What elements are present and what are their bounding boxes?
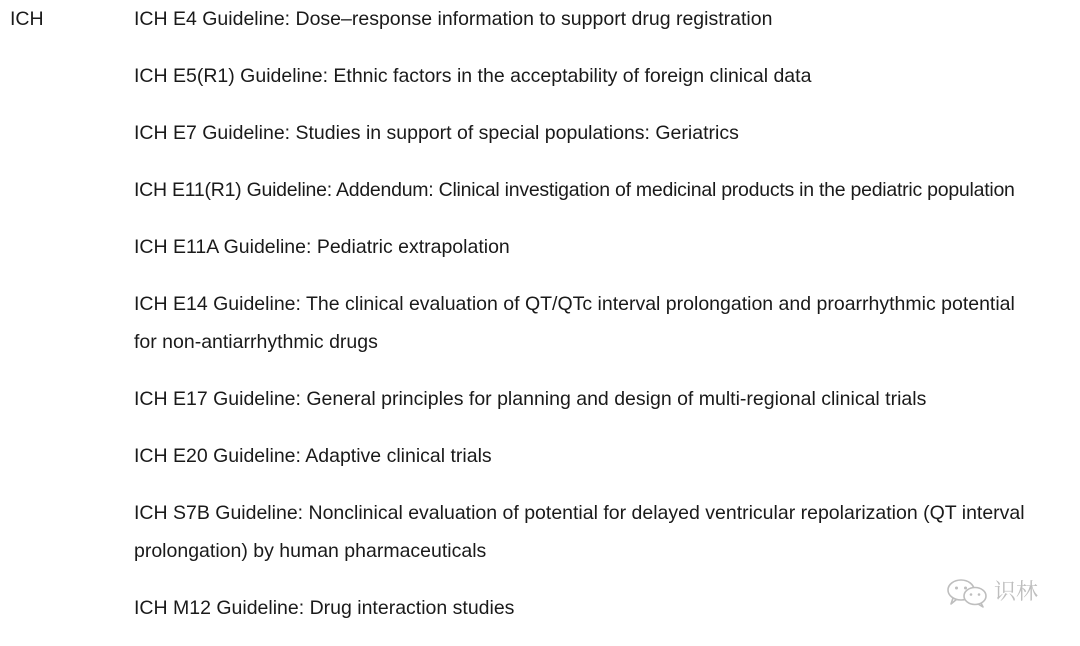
watermark-text: 识林 [994,580,1039,605]
watermark [946,575,1038,611]
guideline-item-e20 [134,437,1080,475]
guideline-text: ICH E4 Guideline: Dose–response information to support drug registration [134,8,773,30]
guideline-text: ICH E20 Guideline: Adaptive clinical trials [134,445,492,467]
guideline-text: ICH E7 Guideline: Studies in support of special populations: Geriatrics [134,122,739,144]
guideline-item-e14 [134,285,1080,361]
organization-label: ICH [10,8,44,30]
guideline-text: ICH E5(R1) Guideline: Ethnic factors in the acceptability of foreign clinical data [134,65,812,87]
guideline-text: ICH E11(R1) Guideline: Addendum: Clinical investigation of medicinal products in the pediatric population [134,179,1015,201]
guideline-text-line-2: prolongation) by human pharmaceuticals [134,540,487,562]
guideline-item-e4 [134,0,1080,38]
wechat-icon [946,578,990,608]
guideline-text: ICH E11A Guideline: Pediatric extrapolation [134,236,510,258]
guideline-item-s7b [134,494,1080,570]
guideline-item-e11a [134,228,1080,266]
guideline-text-line-1: ICH E14 Guideline: The clinical evaluation of QT/QTc interval prolongation and proarrhythmic potential [134,293,1015,315]
guideline-item-e7 [134,114,1080,152]
guideline-item-m12 [134,589,1080,627]
guideline-text-line-2: for non-antiarrhythmic drugs [134,331,378,353]
guideline-text: ICH E17 Guideline: General principles for planning and design of multi-regional clinical trials [134,388,927,410]
guideline-text: ICH M12 Guideline: Drug interaction studies [134,597,515,619]
guideline-text-line-1: ICH S7B Guideline: Nonclinical evaluation of potential for delayed ventricular repolarization (QT interval [134,502,1025,524]
guideline-list [134,0,1080,646]
guideline-item-e5r1 [134,57,1080,95]
guideline-item-e17 [134,380,1080,418]
guideline-item-e11r1 [134,171,1080,209]
